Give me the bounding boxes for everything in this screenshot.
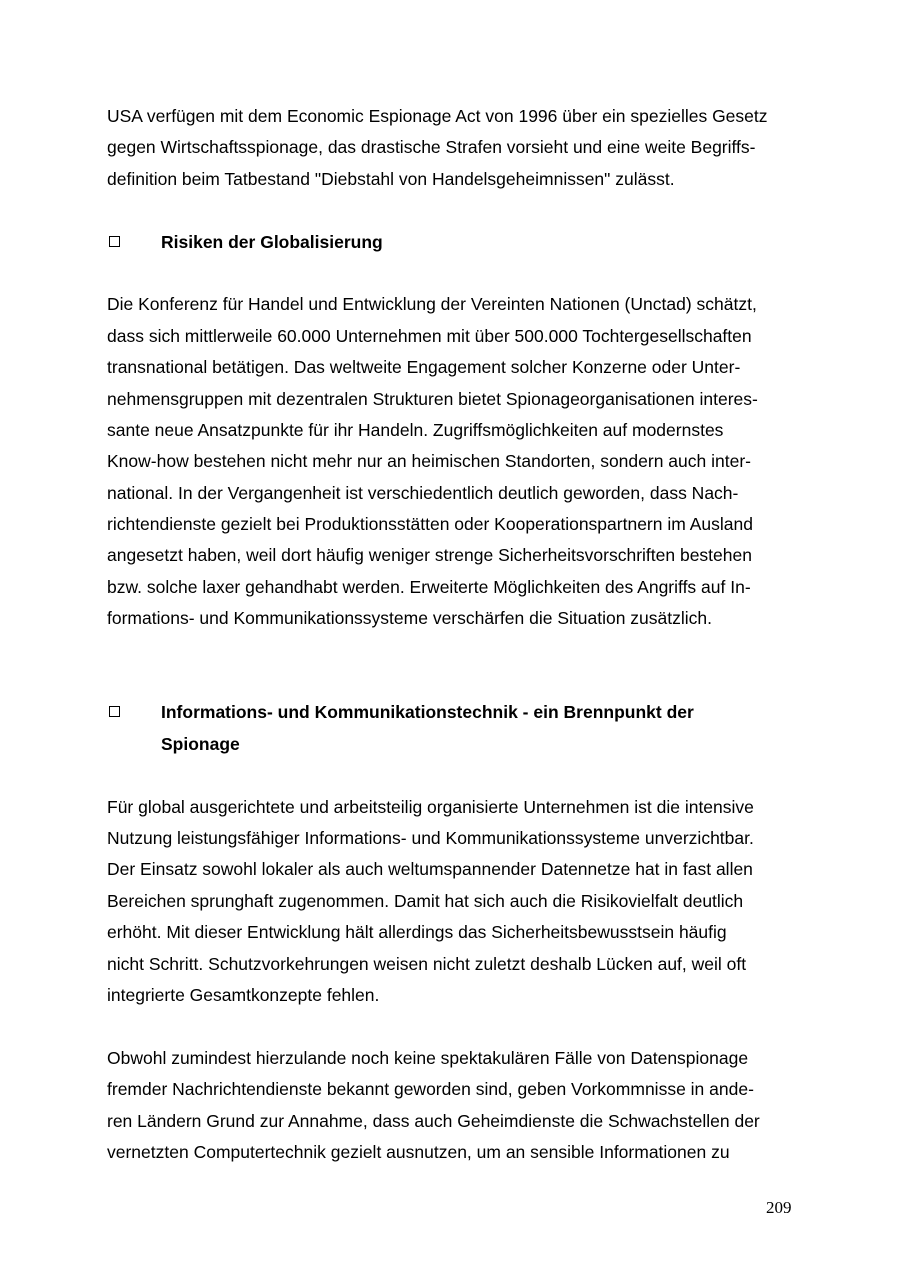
paragraph-line: Know-how bestehen nicht mehr nur an heimischen Standorten, sondern auch inter- [107,451,751,472]
paragraph-line: integrierte Gesamtkonzepte fehlen. [107,984,380,1005]
spacer [107,760,807,791]
paragraph-line: sante neue Ansatzpunkte für ihr Handeln. Zugriffsmöglichkeiten auf modernstes [107,419,724,440]
paragraph-line: formations- und Kommunikationssysteme verschärfen die Situation zusätzlich. [107,608,712,629]
paragraph-line: Für global ausgerichtete und arbeitsteilig organisierte Unternehmen ist die intensive [107,796,754,817]
heading-line: Risiken der Globalisierung [161,231,383,252]
paragraph-line: richtendienste gezielt bei Produktionsstätten oder Kooperationspartnern im Ausland [107,514,753,535]
paragraph-line: definition beim Tatbestand "Diebstahl von Handelsgeheimnissen" zulässt. [107,168,675,189]
paragraph-line: Nutzung leistungsfähiger Informations- und Kommunikationssysteme unverzichtbar. [107,828,754,848]
paragraph-line: erhöht. Mit dieser Entwicklung hält allerdings das Sicherheitsbewusstsein häufig [107,922,727,943]
paragraph-line: dass sich mittlerweile 60.000 Unternehmen mit über 500.000 Tochtergesellschaften [107,325,752,346]
paragraph-line: nicht Schritt. Schutzvorkehrungen weisen nicht zuletzt deshalb Lücken auf, weil oft [107,953,747,974]
paragraph-intro [107,101,807,195]
section-heading-globalisierung [107,227,807,258]
paragraph-globalisierung [107,289,807,634]
square-bullet-icon [107,697,161,728]
spacer [107,195,807,226]
document-page [107,101,807,1168]
paragraph-line: gegen Wirtschaftsspionage, das drastische Strafen vorsieht und eine weite Begriffs- [107,137,756,158]
paragraph-line: USA verfügen mit dem Economic Espionage Act von 1996 über ein spezielles Gesetz [107,106,768,126]
paragraph-line: Bereichen sprunghaft zugenommen. Damit hat sich auch die Risikovielfalt deutlich [107,890,744,911]
paragraph-line: fremder Nachrichtendienste bekannt geworden sind, geben Vorkommnisse in ande- [107,1079,754,1100]
paragraph-line: ren Ländern Grund zur Annahme, dass auch Geheimdienste die Schwachstellen der [107,1110,760,1131]
paragraph-line: Obwohl zumindest hierzulande noch keine spektakulären Fälle von Datenspionage [107,1047,749,1068]
paragraph-line: Der Einsatz sowohl lokaler als auch weltumspannender Datennetze hat in fast allen [107,859,753,880]
spacer [107,635,807,698]
paragraph-line: angesetzt haben, weil dort häufig weniger strenge Sicherheitsvorschriften bestehen [107,545,752,566]
paragraph-datenspionage [107,1043,807,1169]
paragraph-line: nehmensgruppen mit dezentralen Strukturen bietet Spionageorganisationen interes- [107,388,758,409]
paragraph-line: bzw. solche laxer gehandhabt werden. Erweiterte Möglichkeiten des Angriffs auf In- [107,576,751,597]
spacer [107,1011,807,1042]
spacer [107,258,807,289]
paragraph-line: national. In der Vergangenheit ist verschiedentlich deutlich geworden, dass Nach- [107,482,739,503]
page-number: 209 [766,1198,792,1217]
heading-line: Informations- und Kommunikationstechnik - ein Brennpunkt der [161,702,694,723]
section-heading-text [161,697,694,760]
heading-line: Spionage [161,733,240,754]
paragraph-line: Die Konferenz für Handel und Entwicklung der Vereinten Nationen (Unctad) schätzt, [107,294,757,315]
paragraph-line: transnational betätigen. Das weltweite Engagement solcher Konzerne oder Unter- [107,357,741,378]
section-heading-ikt [107,697,807,760]
square-bullet-icon [107,227,161,258]
section-heading-text [161,227,383,258]
paragraph-ikt [107,792,807,1012]
paragraph-line: vernetzten Computertechnik gezielt ausnutzen, um an sensible Informationen zu [107,1141,730,1162]
